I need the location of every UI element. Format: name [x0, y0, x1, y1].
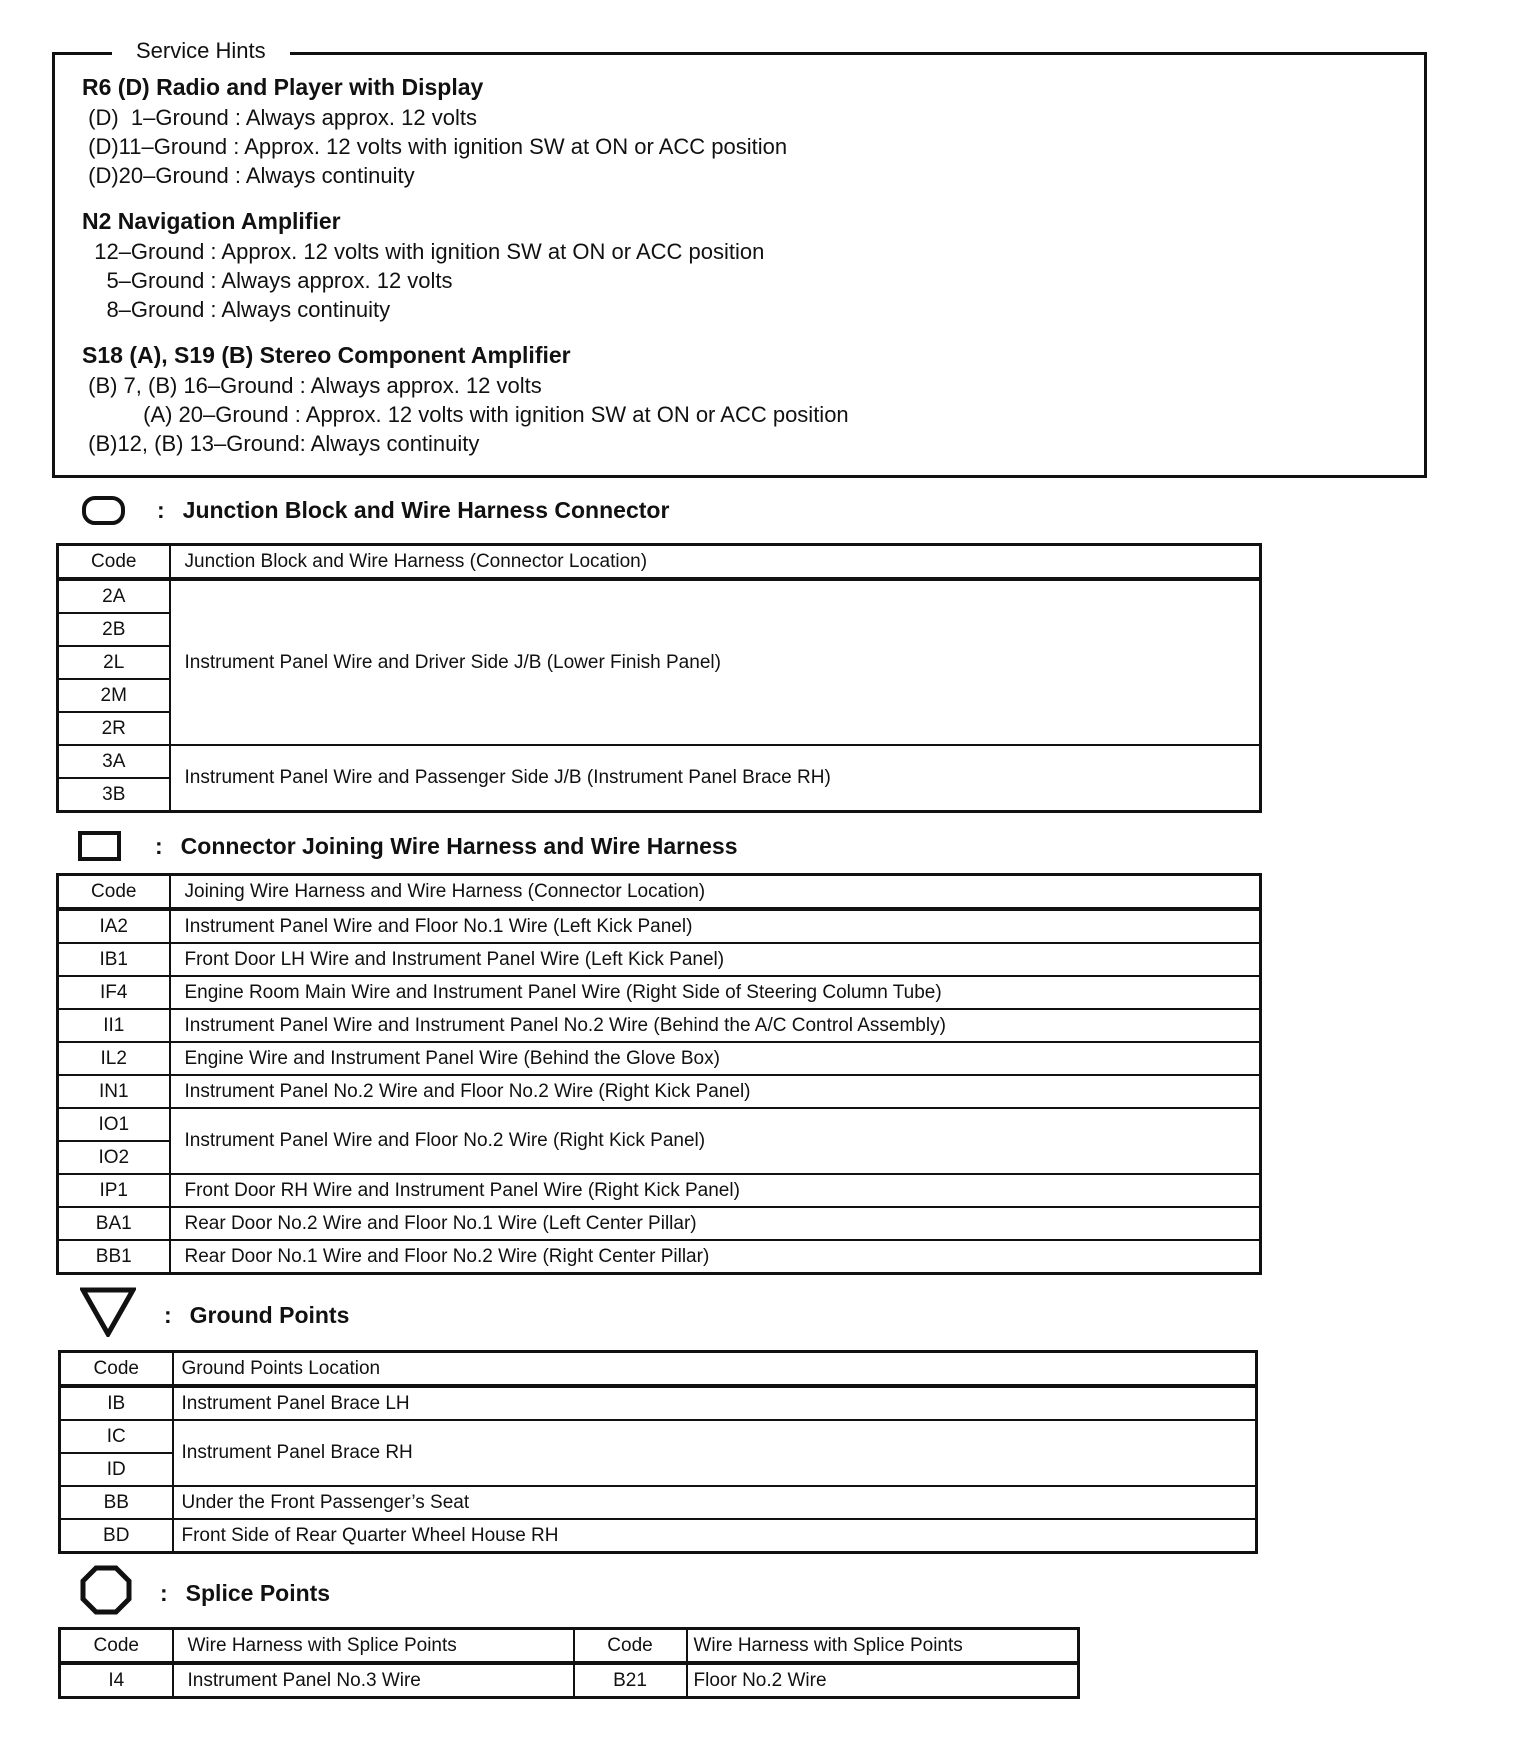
- desc-cell: Instrument Panel Brace RH: [173, 1420, 1257, 1486]
- connector-heading-text: Connector Joining Wire Harness and Wire Harness: [180, 832, 738, 859]
- desc-cell: Front Side of Rear Quarter Wheel House RH: [173, 1519, 1257, 1553]
- code-cell: IF4: [58, 976, 170, 1009]
- col-header-desc: Wire Harness with Splice Points: [687, 1629, 1079, 1664]
- code-cell: BB1: [58, 1240, 170, 1274]
- desc-cell: Instrument Panel Wire and Driver Side J/B (Lower Finish Panel): [170, 579, 1261, 745]
- desc-cell: Front Door RH Wire and Instrument Panel Wire (Right Kick Panel): [170, 1174, 1261, 1207]
- hint-group-stereo: [82, 340, 1382, 458]
- hint-line: 5–Ground : Always approx. 12 volts: [82, 268, 453, 293]
- code-cell: IL2: [58, 1042, 170, 1075]
- connector-section-heading: [78, 828, 738, 864]
- code-cell: BD: [60, 1519, 173, 1553]
- table-row: [58, 1108, 1261, 1141]
- code-cell: II1: [58, 1009, 170, 1042]
- table-row: [60, 1420, 1257, 1453]
- table-row: [60, 1519, 1257, 1553]
- hint-line: (D)11–Ground : Approx. 12 volts with ignition SW at ON or ACC position: [82, 134, 788, 159]
- col-header-code: Code: [574, 1629, 687, 1664]
- code-cell: 2L: [58, 646, 170, 679]
- junction-heading-text: Junction Block and Wire Harness Connector: [182, 496, 670, 523]
- ground-heading-text: Ground Points: [189, 1301, 350, 1328]
- table-row: [58, 1240, 1261, 1274]
- splice-section-heading: [80, 1568, 330, 1618]
- col-header-code: Code: [60, 1352, 173, 1387]
- desc-cell: Rear Door No.1 Wire and Floor No.2 Wire (Right Center Pillar): [170, 1240, 1261, 1274]
- ground-table: [58, 1350, 1258, 1554]
- table-row: [60, 1386, 1257, 1420]
- table-row: [58, 976, 1261, 1009]
- code-cell: IO1: [58, 1108, 170, 1141]
- code-cell: 2R: [58, 712, 170, 745]
- table-row: [60, 1486, 1257, 1519]
- desc-cell: Instrument Panel Wire and Floor No.2 Wire (Right Kick Panel): [170, 1108, 1261, 1174]
- desc-cell: Rear Door No.2 Wire and Floor No.1 Wire (Left Center Pillar): [170, 1207, 1261, 1240]
- hint-group-heading: N2 Navigation Amplifier: [82, 208, 341, 234]
- triangle-down-icon: [80, 1287, 136, 1343]
- colon: :: [164, 1301, 172, 1328]
- octagon-icon: [80, 1565, 132, 1621]
- table-row: [60, 1663, 1079, 1698]
- hint-group-radio: [82, 72, 1382, 190]
- hint-line: 8–Ground : Always continuity: [82, 297, 391, 322]
- connector-table: [56, 873, 1262, 1275]
- col-header-code: Code: [58, 545, 170, 580]
- col-header-desc: Wire Harness with Splice Points: [173, 1629, 574, 1664]
- junction-table: [56, 543, 1262, 813]
- code-cell: BA1: [58, 1207, 170, 1240]
- hint-line: 12–Ground : Approx. 12 volts with ignition SW at ON or ACC position: [82, 239, 765, 264]
- code-cell: 3A: [58, 745, 170, 778]
- hint-line: (D)20–Ground : Always continuity: [82, 163, 415, 188]
- col-header-desc: Ground Points Location: [173, 1352, 1257, 1387]
- code-cell: IC: [60, 1420, 173, 1453]
- col-header-desc: Joining Wire Harness and Wire Harness (Connector Location): [170, 875, 1261, 910]
- desc-cell: Floor No.2 Wire: [687, 1663, 1079, 1698]
- desc-cell: Instrument Panel Wire and Passenger Side J/B (Instrument Panel Brace RH): [170, 745, 1261, 812]
- code-cell: IB1: [58, 943, 170, 976]
- code-cell: IB: [60, 1386, 173, 1420]
- table-row: [58, 745, 1261, 778]
- code-cell: I4: [60, 1663, 173, 1698]
- table-row: [58, 1207, 1261, 1240]
- hint-group-heading: S18 (A), S19 (B) Stereo Component Amplifier: [82, 342, 571, 368]
- desc-cell: Under the Front Passenger’s Seat: [173, 1486, 1257, 1519]
- rounded-rect-icon: [82, 496, 125, 525]
- colon: :: [160, 1579, 168, 1606]
- splice-heading-text: Splice Points: [185, 1579, 331, 1606]
- hint-line: (B) 7, (B) 16–Ground : Always approx. 12 volts: [82, 373, 542, 398]
- table-row: [58, 1174, 1261, 1207]
- desc-cell: Engine Wire and Instrument Panel Wire (Behind the Glove Box): [170, 1042, 1261, 1075]
- table-header-row: [60, 1352, 1257, 1387]
- desc-cell: Instrument Panel Wire and Floor No.1 Wire (Left Kick Panel): [170, 909, 1261, 943]
- code-cell: BB: [60, 1486, 173, 1519]
- service-hints-content: [82, 72, 1382, 474]
- table-header-row: [60, 1629, 1079, 1664]
- table-row: [58, 943, 1261, 976]
- colon: :: [157, 496, 165, 523]
- col-header-desc: Junction Block and Wire Harness (Connector Location): [170, 545, 1261, 580]
- service-hints-title: Service Hints: [112, 38, 290, 64]
- desc-cell: Instrument Panel No.3 Wire: [173, 1663, 574, 1698]
- hint-group-navigation: [82, 206, 1382, 324]
- splice-table: [58, 1627, 1080, 1699]
- table-header-row: [58, 875, 1261, 910]
- code-cell: IN1: [58, 1075, 170, 1108]
- code-cell: B21: [574, 1663, 687, 1698]
- junction-section-heading: [82, 492, 669, 528]
- desc-cell: Instrument Panel Wire and Instrument Panel No.2 Wire (Behind the A/C Control Assembly): [170, 1009, 1261, 1042]
- table-row: [58, 1042, 1261, 1075]
- code-cell: 2A: [58, 579, 170, 613]
- desc-cell: Engine Room Main Wire and Instrument Panel Wire (Right Side of Steering Column Tube): [170, 976, 1261, 1009]
- code-cell: 2M: [58, 679, 170, 712]
- hint-line: (D) 1–Ground : Always approx. 12 volts: [82, 105, 477, 130]
- code-cell: IP1: [58, 1174, 170, 1207]
- code-cell: 3B: [58, 778, 170, 812]
- hint-line: (B)12, (B) 13–Ground: Always continuity: [82, 431, 480, 456]
- code-cell: IA2: [58, 909, 170, 943]
- ground-section-heading: [80, 1290, 349, 1340]
- table-row: [58, 909, 1261, 943]
- table-header-row: [58, 545, 1261, 580]
- code-cell: 2B: [58, 613, 170, 646]
- rectangle-icon: [78, 831, 121, 861]
- desc-cell: Instrument Panel Brace LH: [173, 1386, 1257, 1420]
- code-cell: ID: [60, 1453, 173, 1486]
- colon: :: [155, 832, 163, 859]
- col-header-code: Code: [58, 875, 170, 910]
- table-row: [58, 579, 1261, 613]
- table-row: [58, 1009, 1261, 1042]
- hint-line: (A) 20–Ground : Approx. 12 volts with ignition SW at ON or ACC position: [82, 402, 849, 427]
- desc-cell: Instrument Panel No.2 Wire and Floor No.2 Wire (Right Kick Panel): [170, 1075, 1261, 1108]
- hint-group-heading: R6 (D) Radio and Player with Display: [82, 74, 484, 100]
- desc-cell: Front Door LH Wire and Instrument Panel Wire (Left Kick Panel): [170, 943, 1261, 976]
- col-header-code: Code: [60, 1629, 173, 1664]
- table-row: [58, 1075, 1261, 1108]
- code-cell: IO2: [58, 1141, 170, 1174]
